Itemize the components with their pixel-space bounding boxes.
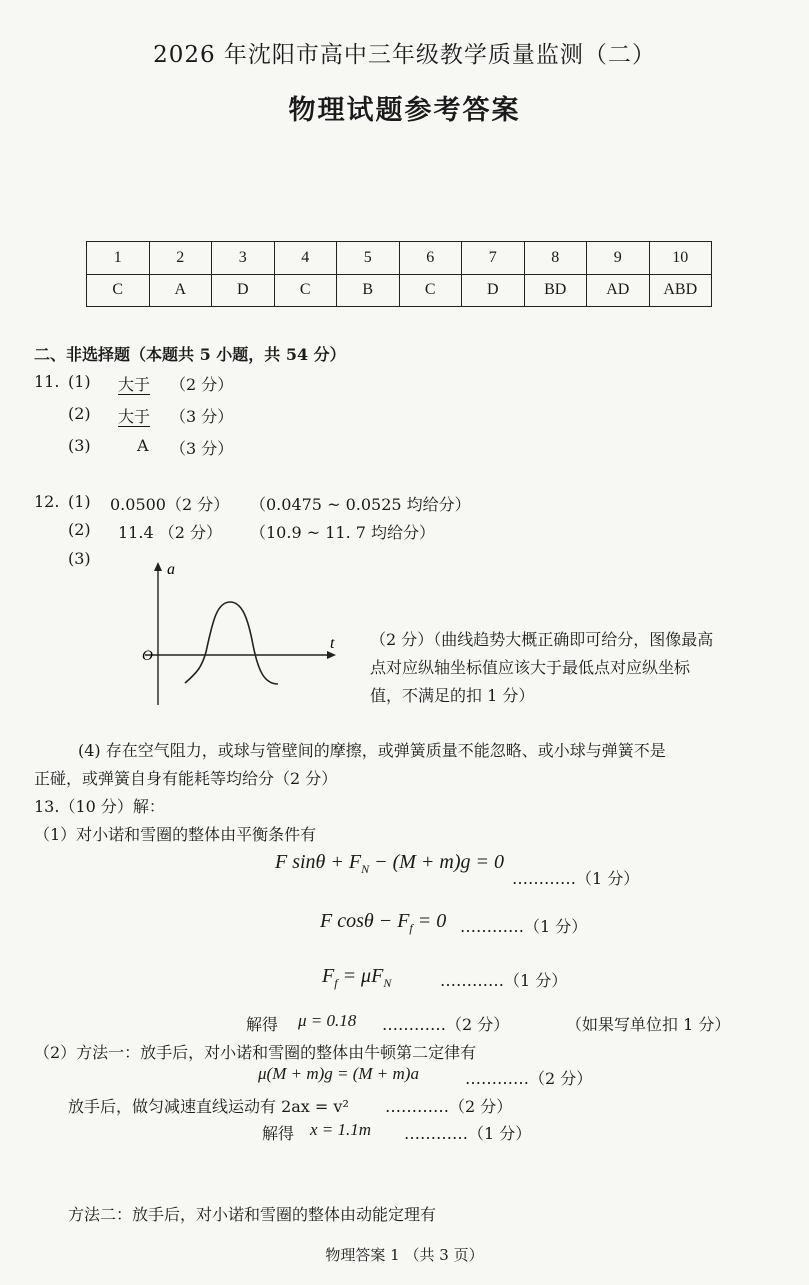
answer-cell: ABD (649, 274, 712, 307)
q12-part1-range: （0.0475 ~ 0.0525 均给分） (250, 495, 471, 514)
q12-label: 12. (34, 492, 60, 511)
equation-3-score: …………（1 分） (440, 971, 568, 990)
graph-x-label: t (330, 635, 335, 652)
exam-title: 2026 年沈阳市高中三年级教学质量监测（二） (153, 42, 656, 68)
page-footer: 物理答案 1 （共 3 页） (325, 1246, 484, 1264)
q11-part1-score: （2 分） (170, 375, 234, 394)
answer-cell: C (274, 274, 337, 307)
equation-1: F $\sin\theta + F_N - (M + m)g = 0$ (275, 851, 505, 876)
q12-part2-range: （10.9 ~ 11. 7 均给分） (250, 523, 436, 542)
graph-origin-label: O (142, 648, 153, 664)
answer-cell: B (337, 274, 400, 307)
question-number-cell: 10 (649, 242, 712, 275)
method-2-intro: 方法二：放手后，对小诺和雪圈的整体由动能定理有 (68, 1205, 437, 1224)
result-2-label: 解得 (262, 1124, 295, 1143)
q11-part2-num: (2) (68, 404, 91, 423)
answer-cell: A (149, 274, 212, 307)
answer-cell: AD (587, 274, 650, 307)
answer-cell: D (462, 274, 525, 307)
q12-part4-line1: (4) 存在空气阻力，或球与管壁间的摩擦，或弹簧质量不能忽略、或小球与弹簧不是 (78, 741, 666, 760)
equation-1-score: …………（1 分） (512, 869, 640, 888)
question-number-cell: 7 (462, 242, 525, 275)
q11-part3-answer: A (137, 436, 149, 455)
answer-cell: BD (524, 274, 587, 307)
question-number-cell: 5 (337, 242, 400, 275)
q13-part1-intro: （1）对小诺和雪圈的整体由平衡条件有 (34, 825, 317, 844)
q13-label: 13.（10 分）解： (34, 797, 165, 816)
equation-2: F $\cos\theta - F_f = 0$ (320, 910, 447, 935)
answer-cell: C (399, 274, 462, 307)
page-title: 物理试题参考答案 (288, 95, 521, 126)
graph-note-line2: 点对应纵轴坐标值应该大于最低点对应纵坐标 (370, 658, 691, 677)
answer-cell: C (87, 274, 150, 307)
q11-part2-score: （3 分） (170, 407, 234, 426)
q11-part1-num: (1) (68, 372, 91, 391)
result-1-note: （如果写单位扣 1 分） (566, 1015, 731, 1034)
question-number-cell: 2 (149, 242, 212, 275)
question-number-cell: 4 (274, 242, 337, 275)
result-1-score: …………（2 分） (382, 1015, 510, 1034)
q13-part2-intro: （2）方法一：放手后，对小诺和雪圈的整体由牛顿第二定律有 (34, 1043, 477, 1062)
answer-table-number-row (87, 242, 712, 275)
equation-5-score: …………（2 分） (385, 1097, 513, 1116)
q11-part2-answer: 大于 (118, 407, 151, 426)
equation-2-score: …………（1 分） (460, 917, 588, 936)
acceleration-time-graph (140, 560, 340, 710)
answer-cell: D (212, 274, 275, 307)
answer-table-answer-row (87, 274, 712, 307)
question-number-cell: 1 (87, 242, 150, 275)
equation-4-score: …………（2 分） (465, 1069, 593, 1088)
graph-note-line3: 值，不满足的扣 1 分） (370, 686, 535, 705)
q12-part2-num: (2) (68, 520, 91, 539)
q11-part1-answer: 大于 (118, 375, 151, 394)
question-number-cell: 9 (587, 242, 650, 275)
question-number-cell: 3 (212, 242, 275, 275)
question-number-cell: 6 (399, 242, 462, 275)
q12-part1-answer: 0.0500（2 分） (110, 495, 230, 514)
graph-note-line1: （2 分）（曲线趋势大概正确即可给分，图像最高 (370, 630, 714, 649)
q12-part1-num: (1) (68, 492, 91, 511)
q11-label: 11. (34, 372, 60, 391)
result-1-label: 解得 (246, 1015, 279, 1034)
question-number-cell: 8 (524, 242, 587, 275)
graph-curve (185, 602, 278, 684)
equation-3: $F_f = \mu F_N$ (322, 965, 392, 990)
q11-part3-score: （3 分） (170, 439, 234, 458)
q12-part4-line2: 正碰，或弹簧自身有能耗等均给分（2 分） (34, 769, 338, 788)
graph-x-arrow (327, 651, 336, 659)
result-2: x = 1.1m (310, 1120, 372, 1139)
result-2-score: …………（1 分） (404, 1124, 532, 1143)
answer-table (86, 241, 712, 307)
graph-y-label: a (167, 561, 175, 578)
q11-part3-num: (3) (68, 436, 91, 455)
q12-part2-answer: 11.4 （2 分） (118, 523, 222, 542)
equation-5: 放手后，做匀减速直线运动有 2ax = v² (68, 1097, 349, 1116)
q12-part3-num: (3) (68, 549, 91, 568)
result-1: μ = 0.18 (298, 1011, 357, 1030)
graph-y-arrow (154, 562, 162, 571)
section-heading: 二、非选择题（本题共 5 小题，共 54 分） (34, 345, 346, 364)
equation-4: μ(M + m)g = (M + m)a (258, 1064, 419, 1083)
